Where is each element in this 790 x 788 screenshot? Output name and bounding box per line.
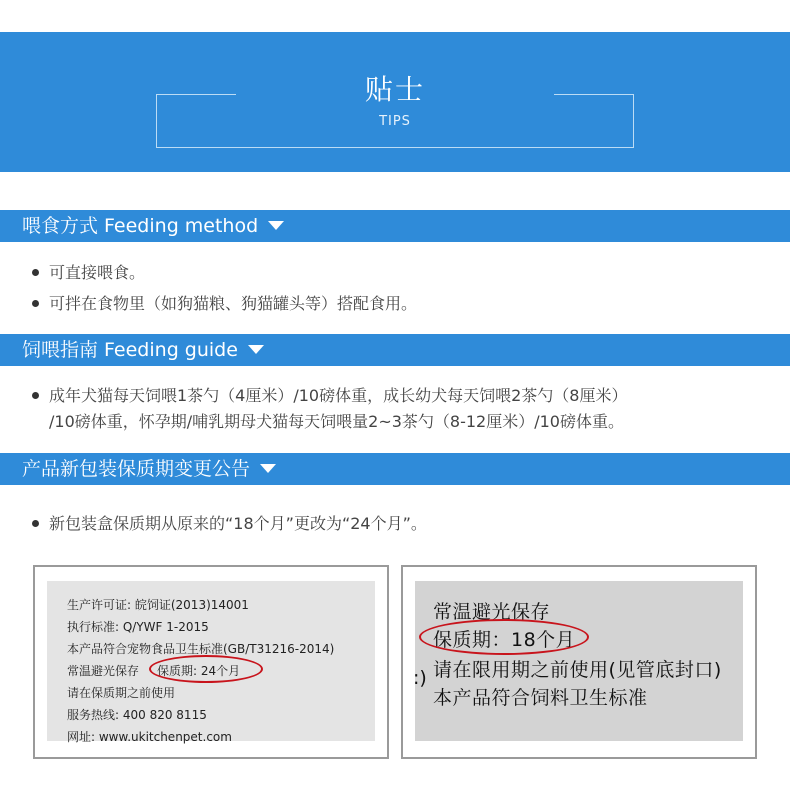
tips-banner bbox=[0, 32, 790, 172]
caret-down-icon bbox=[248, 345, 264, 354]
bullet-icon bbox=[32, 269, 39, 276]
section-heading: 产品新包装保质期变更公告 bbox=[22, 458, 251, 480]
list-item: 成年犬猫每天饲喂1茶勺（4厘米）/10磅体重，成长幼犬每天饲喂2茶勺（8厘米） bbox=[32, 382, 627, 410]
bullet-icon bbox=[32, 520, 39, 527]
list-item-continuation: /10磅体重，怀孕期/哺乳期母犬猫每天饲喂量2~3茶勺（8-12厘米）/10磅体重。 bbox=[49, 412, 624, 431]
section-feeding-method[interactable] bbox=[0, 210, 790, 242]
section-packaging-notice[interactable] bbox=[0, 453, 790, 485]
list-item: 可拌在食物里（如狗猫粮、狗猫罐头等）搭配食用。 bbox=[32, 290, 417, 318]
highlight-ellipse bbox=[149, 655, 263, 683]
section-feeding-guide[interactable] bbox=[0, 334, 790, 366]
highlight-ellipse bbox=[419, 619, 589, 655]
shelf-life-text: 保质期：18个月 bbox=[433, 629, 576, 651]
banner-subtitle: TIPS bbox=[379, 114, 411, 129]
section-heading: 喂食方式 Feeding method bbox=[22, 215, 259, 237]
bullet-icon bbox=[32, 300, 39, 307]
old-package-label-photo: 常温避光保存 保质期：18个月 请在限用期之前使用(见管底封口) 本产品符合饲料卫生标准 :) bbox=[401, 565, 757, 759]
list-item: 新包装盒保质期从原来的“18个月”更改为“24个月”。 bbox=[32, 510, 427, 538]
caret-down-icon bbox=[268, 221, 284, 230]
shelf-life-text: 保质期: 24个月 bbox=[157, 664, 241, 678]
new-package-label-photo: 生产许可证: 皖饲证(2013)14001 执行标准: Q/YWF 1-2015 本产品符合宠物食品卫生标准(GB/T31216-2014) 常温避光保存 保质期: 24个月 请在保质期之前使用 服务热线: 400 820 8115 网址: www.ukitchenpet.com bbox=[33, 565, 389, 759]
caret-down-icon bbox=[260, 464, 276, 473]
bullet-icon bbox=[32, 392, 39, 399]
list-item: 可直接喂食。 bbox=[32, 259, 145, 287]
banner-title: 贴士 bbox=[364, 73, 425, 106]
section-heading: 饲喂指南 Feeding guide bbox=[22, 339, 238, 361]
